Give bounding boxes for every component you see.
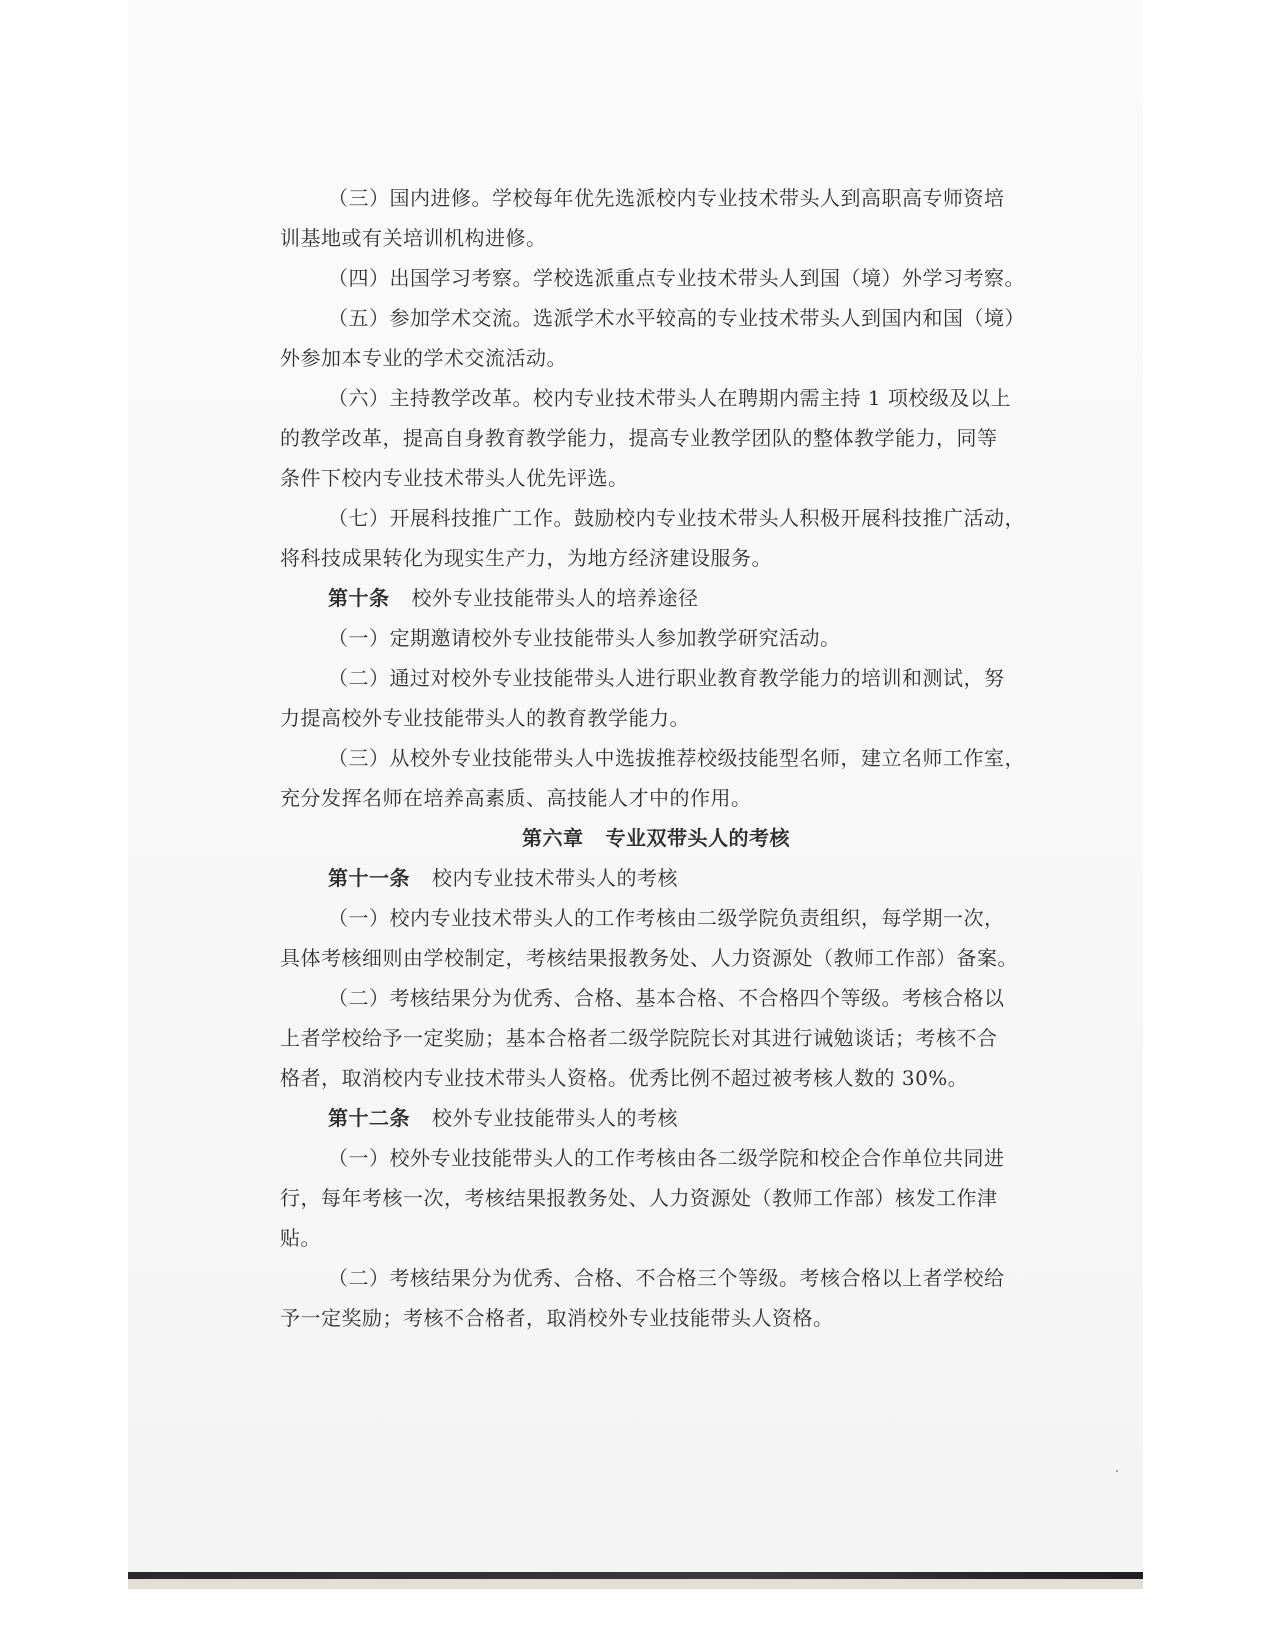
text-line: 格者，取消校内专业技术带头人资格。优秀比例不超过被考核人数的 30%。 xyxy=(280,1066,969,1090)
text-line: 力提高校外专业技能带头人的教育教学能力。 xyxy=(280,706,690,730)
paragraph-teaching-reform xyxy=(280,378,1032,498)
article-11-item-2 xyxy=(280,978,1032,1098)
paragraph-domestic-training xyxy=(280,178,1032,258)
chapter-number: 第六章 xyxy=(522,826,584,850)
article-number: 第十一条 xyxy=(328,866,410,890)
text-line: （四）出国学习考察。学校选派重点专业技术带头人到国（境）外学习考察。 xyxy=(328,266,1025,290)
article-title: 校外专业技能带头人的培养途径 xyxy=(411,586,699,610)
document-body xyxy=(280,178,1032,1338)
text-line: （一）定期邀请校外专业技能带头人参加教学研究活动。 xyxy=(328,626,841,650)
text-line: （七）开展科技推广工作。鼓励校内专业技术带头人积极开展科技推广活动， xyxy=(328,506,1025,530)
text-line: 充分发挥名师在培养高素质、高技能人才中的作用。 xyxy=(280,786,752,810)
article-10-item-2 xyxy=(280,658,1032,738)
paragraph-tech-promotion xyxy=(280,498,1032,578)
desk-surface xyxy=(128,1579,1143,1589)
text-line: （一）校外专业技能带头人的工作考核由各二级学院和校企合作单位共同进 xyxy=(328,1146,1005,1170)
text-line: 外参加本专业的学术交流活动。 xyxy=(280,346,567,370)
paragraph-academic-exchange xyxy=(280,298,1032,378)
article-title: 校外专业技能带头人的考核 xyxy=(432,1106,678,1130)
article-10-heading xyxy=(280,578,1032,618)
text-line: 行，每年考核一次，考核结果报教务处、人力资源处（教师工作部）核发工作津 xyxy=(280,1186,998,1210)
paper-speck xyxy=(1116,1470,1118,1472)
page-bottom-edge xyxy=(128,1572,1143,1579)
text-line: 上者学校给予一定奖励；基本合格者二级学院院长对其进行诫勉谈话；考核不合 xyxy=(280,1026,998,1050)
text-line: 训基地或有关培训机构进修。 xyxy=(280,226,547,250)
text-line: 将科技成果转化为现实生产力，为地方经济建设服务。 xyxy=(280,546,772,570)
article-number: 第十二条 xyxy=(328,1106,410,1130)
article-12-heading xyxy=(280,1098,1032,1138)
article-title: 校内专业技术带头人的考核 xyxy=(432,866,678,890)
text-line: （二）考核结果分为优秀、合格、不合格三个等级。考核合格以上者学校给 xyxy=(328,1266,1005,1290)
text-line: （二）通过对校外专业技能带头人进行职业教育教学能力的培训和测试，努 xyxy=(328,666,1005,690)
article-11-heading xyxy=(280,858,1032,898)
text-line: （二）考核结果分为优秀、合格、基本合格、不合格四个等级。考核合格以 xyxy=(328,986,1005,1010)
text-line: 具体考核细则由学校制定，考核结果报教务处、人力资源处（教师工作部）备案。 xyxy=(280,946,1018,970)
article-number: 第十条 xyxy=(328,586,390,610)
text-line: 条件下校内专业技术带头人优先评选。 xyxy=(280,466,629,490)
text-line: 贴。 xyxy=(280,1226,321,1250)
article-10-item-3 xyxy=(280,738,1032,818)
article-12-item-1 xyxy=(280,1138,1032,1258)
article-12-item-2 xyxy=(280,1258,1032,1338)
article-10-item-1 xyxy=(280,618,1032,658)
chapter-6-heading xyxy=(280,818,1032,858)
text-line: （三）国内进修。学校每年优先选派校内专业技术带头人到高职高专师资培 xyxy=(328,186,1005,210)
text-line: （三）从校外专业技能带头人中选拔推荐校级技能型名师，建立名师工作室， xyxy=(328,746,1025,770)
text-line: （六）主持教学改革。校内专业技术带头人在聘期内需主持 1 项校级及以上 xyxy=(328,386,1011,410)
text-line: （一）校内专业技术带头人的工作考核由二级学院负责组织，每学期一次， xyxy=(328,906,1005,930)
chapter-title: 专业双带头人的考核 xyxy=(605,826,790,850)
text-line: （五）参加学术交流。选派学术水平较高的专业技术带头人到国内和国（境） xyxy=(328,306,1025,330)
article-11-item-1 xyxy=(280,898,1032,978)
text-line: 的教学改革，提高自身教育教学能力，提高专业教学团队的整体教学能力，同等 xyxy=(280,426,998,450)
text-line: 予一定奖励；考核不合格者，取消校外专业技能带头人资格。 xyxy=(280,1306,834,1330)
paragraph-overseas-study xyxy=(280,258,1032,298)
